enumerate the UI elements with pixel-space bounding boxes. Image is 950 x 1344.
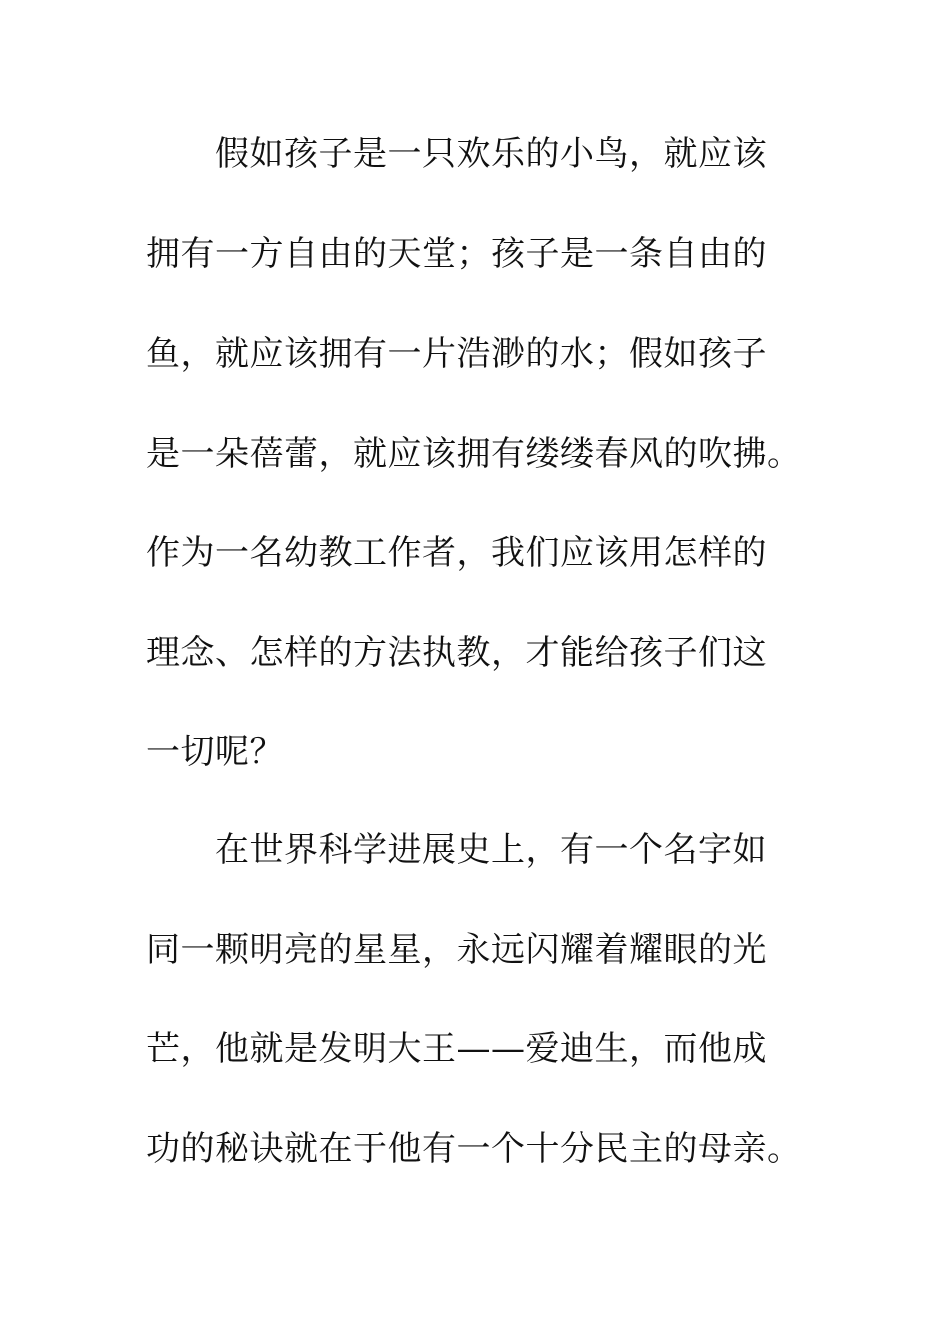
paragraph-line: 拥有一方自由的天堂；孩子是一条自由的	[146, 234, 767, 274]
paragraph-line: 功的秘诀就在于他有一个十分民主的母亲。	[146, 1129, 802, 1169]
paragraph-line: 同一颗明亮的星星，永远闪耀着耀眼的光	[146, 930, 767, 970]
paragraph-line: 芒，他就是发明大王——爱迪生，而他成	[146, 1029, 767, 1069]
paragraph-line: 作为一名幼教工作者，我们应该用怎样的	[146, 533, 767, 573]
paragraph-line: 假如孩子是一只欢乐的小鸟，就应该	[215, 134, 767, 174]
paragraph-line: 鱼，就应该拥有一片浩渺的水；假如孩子	[146, 334, 767, 374]
paragraph-line: 一切呢？	[146, 732, 284, 772]
paragraph-line: 在世界科学进展史上，有一个名字如	[215, 830, 767, 870]
paragraph-line: 是一朵蓓蕾，就应该拥有缕缕春风的吹拂。	[146, 434, 802, 474]
paragraph-line: 理念、怎样的方法执教，才能给孩子们这	[146, 633, 767, 673]
